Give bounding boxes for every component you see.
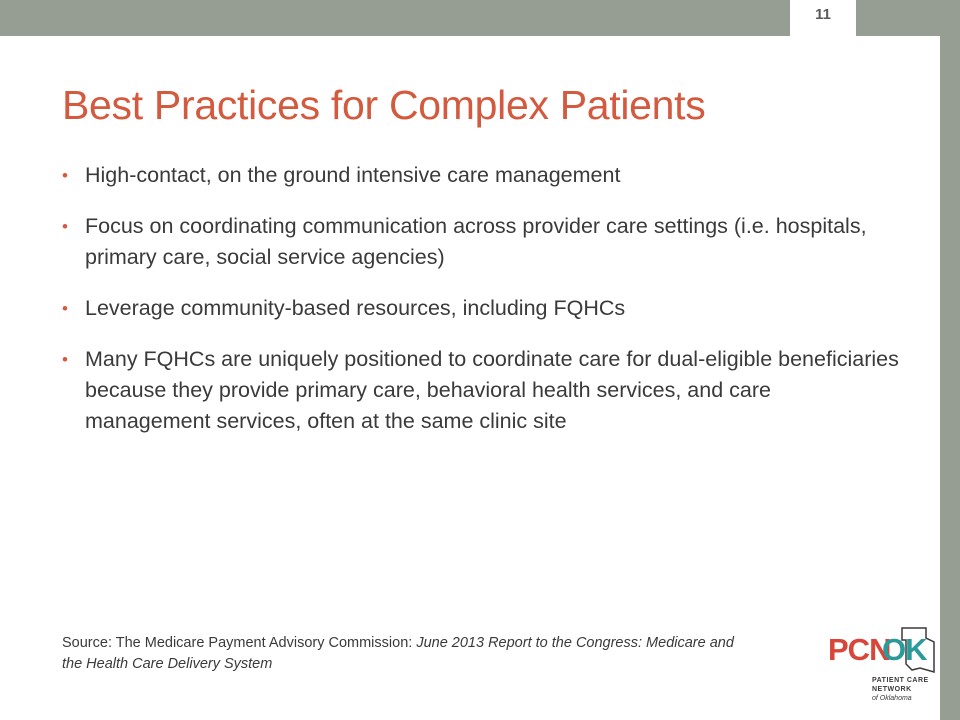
source-prefix: Source: The Medicare Payment Advisory Commission: [62,635,417,651]
bullet-dot-icon: • [62,166,68,185]
logo-ok-text: OK [882,632,927,667]
bullet-list [62,160,902,457]
source-citation [62,633,742,675]
oklahoma-state-icon [900,624,936,676]
logo-pcn-text: PCN [828,632,891,667]
bullet-dot-icon: • [62,217,68,236]
right-band [940,0,960,720]
pcnok-logo [820,612,938,718]
logo-line-2: NETWORK [872,686,912,693]
logo-line-1: PATIENT CARE [872,677,929,684]
bullet-text: Many FQHCs are uniquely positioned to coordinate care for dual-eligible beneficiaries because they provide primary care, behavioral health services, and care management services, often at the same clinic site [85,347,899,433]
logo-caption [872,676,929,703]
bullet-dot-icon: • [62,350,68,369]
bullet-text: Leverage community-based resources, including FQHCs [85,296,626,320]
bullet-text: High-contact, on the ground intensive care management [85,163,621,187]
bullet-dot-icon: • [62,299,68,318]
slide-title: Best Practices for Complex Patients [62,82,706,128]
slide-number: 11 [815,6,831,23]
bullet-item [62,344,902,437]
logo-line-3: of Oklahoma [872,695,912,702]
bullet-item [62,211,902,273]
bullet-item [62,160,902,191]
bullet-item [62,293,902,324]
bullet-text: Focus on coordinating communication across provider care settings (i.e. hospitals, primary care, social service agencies) [85,214,867,269]
source-title: June 2013 Report to the Congress: Medicare and the Health Care Delivery System [62,635,734,672]
